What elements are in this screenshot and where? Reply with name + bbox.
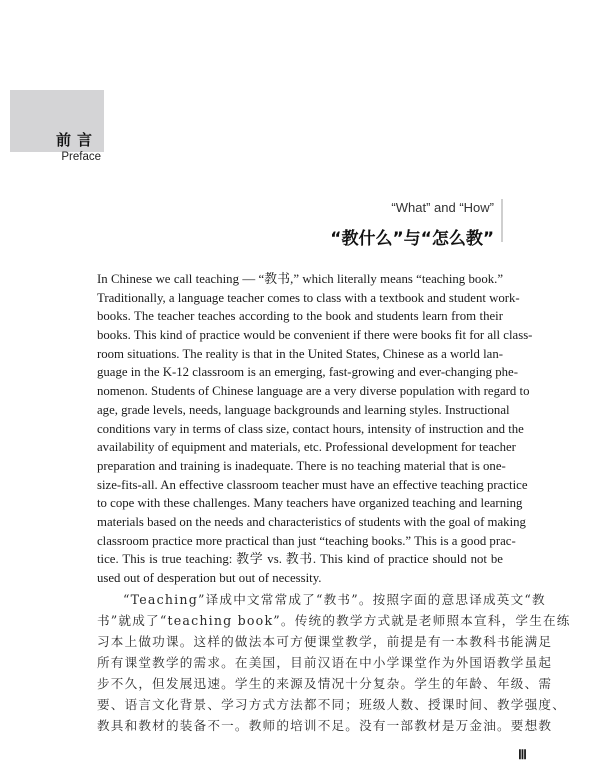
text-line: 习本上做功课。这样的做法本可方便课堂教学，前提是有一本教科书能满足 — [97, 634, 553, 649]
text-line: to cope with these challenges. Many teachers have organized teaching and learning — [97, 496, 523, 511]
text-line: materials based on the needs and characteristics of students with the goal of making — [97, 514, 526, 529]
text-line: books. The teacher teaches according to the book and students learn from their — [97, 309, 503, 324]
text-line: 要、语言文化背景、学习方式方法都不同；班级人数、授课时间、教学强度、 — [97, 697, 566, 712]
text-line: nomenon. Students of Chinese language are a very diverse population with regard to — [97, 384, 530, 399]
page-number: Ⅲ — [518, 747, 527, 762]
title-divider — [501, 199, 503, 242]
section-title-cn: “教什么”与“怎么教” — [330, 229, 494, 249]
text-line: books. This kind of practice would be convenient if there were books fit for all class- — [97, 328, 533, 343]
text-line: 书”就成了“teaching book”。传统的教学方式就是老师照本宣科，学生在练 — [97, 613, 571, 628]
text-line: used out of desperation but out of necessity. — [97, 571, 322, 585]
text-line: Traditionally, a language teacher comes to class with a textbook and student work- — [97, 290, 520, 305]
text-line: preparation and training is inadequate. There is no teaching material that is one- — [97, 458, 506, 473]
text-line: “Teaching”译成中文常常成了“教书”。按照字面的意思译成英文“教 — [123, 592, 546, 607]
chapter-heading-en: Preface — [61, 151, 101, 163]
text-line: classroom practice more practical than just “teaching books.” This is a good prac- — [97, 533, 516, 548]
text-line: age, grade levels, needs, language backgrounds and learning styles. Instructional — [97, 402, 510, 417]
text-line: tice. This is true teaching: 教学 vs. 教书. This kind of practice should not be — [97, 552, 503, 567]
text-line: In Chinese we call teaching — “教书,” which literally means “teaching book.” — [97, 272, 503, 286]
chinese-paragraph — [97, 589, 571, 736]
text-line: guage in the K-12 classroom is an emerging, fast-growing and ever-changing phe- — [97, 365, 518, 380]
chapter-tab — [10, 90, 104, 152]
text-line: availability of equipment and materials, etc. Professional development for teacher — [97, 440, 516, 455]
chapter-heading-cn: 前言 — [55, 131, 98, 149]
text-line: conditions vary in terms of class size, contact hours, intensity of instruction and the — [97, 421, 524, 436]
text-line: 步不久，但发展迅速。学生的来源及情况十分复杂。学生的年龄、年级、需 — [97, 676, 553, 691]
english-paragraph — [97, 270, 533, 588]
section-title-en: “What” and “How” — [391, 200, 494, 215]
text-line: size-fits-all. An effective classroom teacher must have an effective teaching practice — [97, 477, 528, 492]
text-line: room situations. The reality is that in the United States, Chinese as a world lan- — [97, 346, 503, 361]
text-line: 所有课堂教学的需求。在美国，目前汉语在中小学课堂作为外国语教学虽起 — [97, 655, 553, 670]
text-line: 教具和教材的装备不一。教师的培训不足。没有一部教材是万金油。要想教 — [97, 718, 553, 733]
